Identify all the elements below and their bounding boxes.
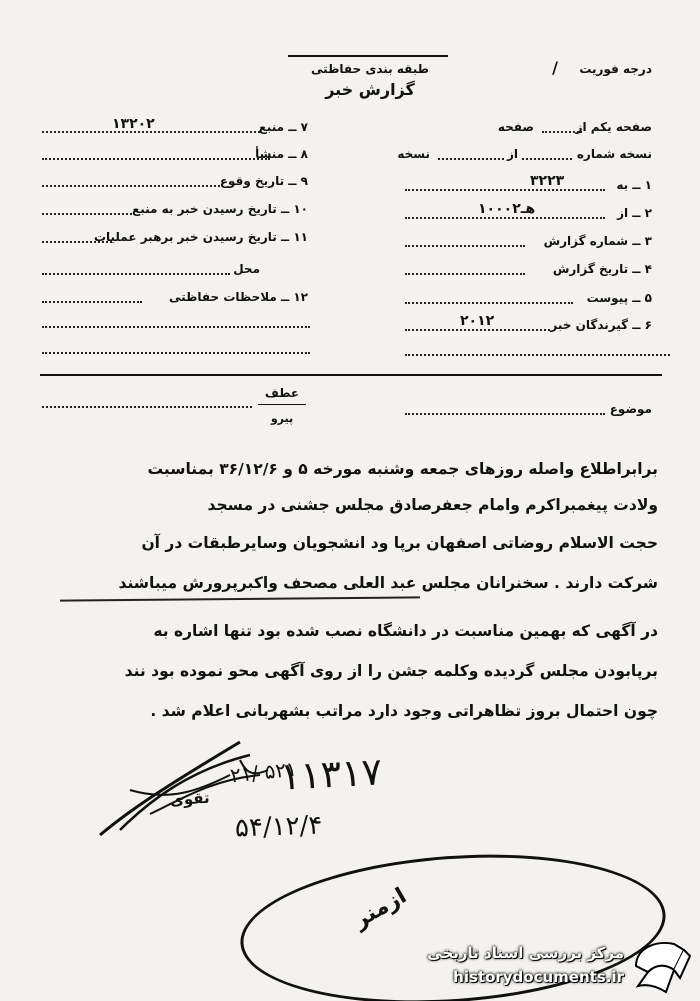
field-report-date-line [405, 273, 525, 275]
handwritten-note: ۲۱/ ۵۲۱ [228, 756, 298, 788]
field-attachment-label: ۵ ــ پیوست [586, 291, 652, 305]
watermark-logo-icon [626, 936, 694, 998]
field-security-line [42, 301, 142, 303]
field-received-leader-label: ۱۱ ــ تاریخ رسیدن خبر برهبر عملیات [93, 230, 308, 244]
field-to-label: ۱ ــ به [616, 178, 652, 192]
classification-topline [288, 55, 448, 57]
field-origin-line [42, 158, 270, 160]
field-recipients-line [405, 329, 550, 331]
report-title: گزارش خبر [325, 80, 415, 99]
field-received-source-label: ۱۰ ــ تاریخ رسیدن خبر به منبع [132, 202, 308, 216]
section-divider [40, 374, 662, 376]
field-security-line-2 [42, 326, 310, 328]
subject-label: موضوع [609, 402, 652, 416]
field-from-line [405, 217, 605, 219]
field-occurrence-line [42, 185, 220, 187]
field-location-label: محل [233, 262, 260, 276]
field-occurrence-label: ۹ ــ تاریخ وقوع [219, 174, 308, 188]
field-origin-label: ۸ ــ منشأ [255, 147, 308, 161]
ref-atf-label: عطف [264, 386, 300, 400]
watermark-title: مرکز بررسی اسناد تاریخی [427, 944, 624, 962]
field-page-line [542, 131, 582, 133]
field-received-source-line [42, 213, 132, 215]
field-security-line-3 [42, 352, 310, 354]
field-recipients-line-2 [405, 354, 670, 356]
handwritten-number: ۱۱۳۱۷ [278, 749, 384, 799]
field-report-date-label: ۴ ــ تاریخ گزارش [552, 262, 652, 276]
body-line-1: برابراطلاع واصله روزهای جمعه وشنبه مورخه ۵ و ۳۶/۱۲/۶ بمناسبت [147, 460, 658, 478]
field-to-value: ۳۲۲۳ [530, 173, 565, 189]
field-from-label: ۲ ــ از [617, 206, 652, 220]
field-security-label: ۱۲ ــ ملاحظات حفاظتی [169, 290, 308, 304]
field-source-label: ۷ ــ منبع [258, 120, 308, 134]
field-page-label: صفحه یکم از [575, 120, 652, 134]
field-to-line [405, 189, 605, 191]
field-location-line [42, 273, 230, 275]
oval-note: ازمنر [349, 883, 411, 934]
watermark-url: historydocuments.ir [453, 968, 624, 986]
ref-peyro-label: پیرو [270, 412, 294, 425]
priority-label: درجه فوریت [579, 62, 652, 76]
body-line-4: شرکت دارند . سخنرانان مجلس عبد العلی مصحف واکبرپرورش میباشند [118, 574, 658, 592]
subject-line [405, 413, 605, 415]
field-copy-mid: از [506, 147, 518, 161]
field-page-suffix: صفحه [497, 120, 534, 134]
ref-line [42, 406, 252, 408]
field-copy-label: نسخه شماره [576, 147, 652, 161]
body-line-7: چون احتمال بروز تظاهراتی وجود دارد مراتب بشهربانی اعلام شد . [150, 702, 658, 720]
body-line-5: در آگهی که بهمین مناسبت در دانشگاه نصب شده بود تنها اشاره به [153, 622, 658, 640]
field-copy-line-2 [438, 158, 504, 160]
handwritten-underline [60, 596, 420, 603]
ref-separator [258, 404, 306, 405]
field-report-number-label: ۳ ــ شماره گزارش [543, 234, 652, 248]
body-line-2: ولادت پیغمبراکرم وامام جعفرصادق مجلس جشنی در مسجد [207, 496, 658, 514]
signature-name: تقوی [169, 788, 211, 810]
body-line-6: برپابودن مجلس گردیده وکلمه جشن را از روی آگهی محو نموده بود نند [124, 662, 658, 680]
field-copy-suffix: نسخه [397, 147, 430, 161]
field-recipients-value: ۲۰۱۲ [460, 313, 495, 329]
field-from-value: ۱۰۰۰هـ۲ [478, 201, 536, 217]
field-recipients-label: ۶ ــ گیرندگان خبر [550, 318, 652, 332]
field-report-number-line [405, 245, 525, 247]
field-source-value: ۱۳۲۰۲ [112, 116, 155, 132]
field-copy-line [522, 158, 572, 160]
field-attachment-line [405, 302, 573, 304]
handwritten-date: ۵۴/۱۲/۴ [234, 810, 323, 844]
classification-label: طبقه بندی حفاظتی [311, 62, 429, 76]
field-received-leader-line [42, 241, 112, 243]
body-line-3: حجت الاسلام روضاتی اصفهان برپا ود انشجویان وسایرطبقات در آن [141, 534, 658, 552]
priority-value: / [552, 58, 558, 77]
